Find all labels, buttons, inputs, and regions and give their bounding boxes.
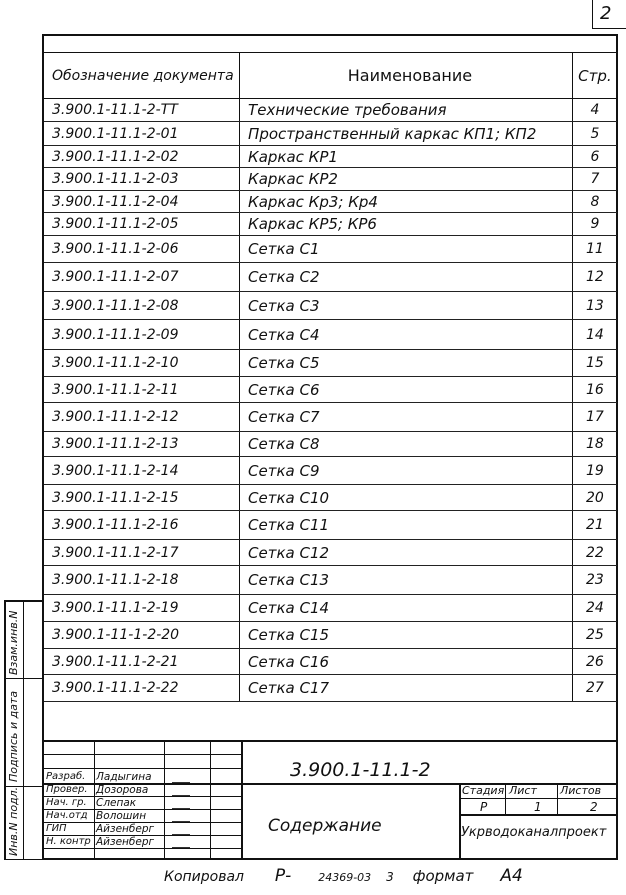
- side-replacement: Взам.инв.N: [7, 610, 20, 675]
- row-page: 17: [572, 403, 617, 432]
- row-page: 7: [572, 168, 617, 191]
- side-stamp: [4, 600, 42, 860]
- row-designation: 3.900.1-11.1-2-01: [44, 122, 240, 146]
- row-page: 21: [572, 511, 617, 540]
- row-name: Сетка С17: [240, 675, 573, 702]
- row-name: Каркас Кр3; Кр4: [240, 191, 573, 213]
- table-row: [44, 99, 617, 122]
- table-row: [44, 595, 617, 622]
- table-row: [44, 213, 617, 236]
- row-designation: 3.900.1-11.1-2-15: [44, 485, 240, 511]
- stage-value: Р: [480, 800, 488, 814]
- sheets-label: Листов: [560, 784, 602, 797]
- stage-label: Стадия: [462, 784, 505, 797]
- table-row: [44, 432, 617, 457]
- table-row: [44, 511, 617, 540]
- signature-mark: [172, 824, 190, 835]
- row-designation: 3.900.1-11.1-2-17: [44, 540, 240, 566]
- table-row: [44, 566, 617, 595]
- table-row: [44, 146, 617, 168]
- person-role: Н. контр: [46, 836, 91, 847]
- row-name: Сетка С13: [240, 566, 573, 595]
- row-name: Сетка С6: [240, 377, 573, 403]
- row-name: Каркас КР1: [240, 146, 573, 168]
- row-designation: 3.900.1-11-1-2-20: [44, 622, 240, 649]
- footer-format: А4: [500, 866, 523, 886]
- table-row: [44, 263, 617, 292]
- footer-order: 24369-03: [318, 871, 372, 884]
- sheet-label: Лист: [509, 784, 537, 797]
- row-page: 11: [572, 236, 617, 263]
- row-page: 9: [572, 213, 617, 236]
- table-row: [44, 191, 617, 213]
- row-designation: 3.900.1-11.1-2-13: [44, 432, 240, 457]
- footer-copied-signature: Р-: [274, 866, 292, 886]
- row-page: 23: [572, 566, 617, 595]
- table-header: [44, 53, 617, 99]
- table-row: [44, 377, 617, 403]
- row-page: 24: [572, 595, 617, 622]
- signature-mark: [172, 837, 190, 848]
- row-name: Сетка С2: [240, 263, 573, 292]
- row-name: Технические требования: [240, 99, 573, 122]
- table-row: [44, 649, 617, 675]
- row-name: Сетка С3: [240, 292, 573, 320]
- row-name: Каркас КР5; КР6: [240, 213, 573, 236]
- row-designation: 3.900.1-11.1-2-03: [44, 168, 240, 191]
- row-name: Сетка С15: [240, 622, 573, 649]
- row-designation: 3.900.1-11.1-2-09: [44, 320, 240, 350]
- row-name: Сетка С1: [240, 236, 573, 263]
- header-page: Стр.: [572, 53, 617, 99]
- row-name: Сетка С4: [240, 320, 573, 350]
- footer-sheet-no: 3: [386, 870, 394, 884]
- row-name: Сетка С11: [240, 511, 573, 540]
- row-page: 5: [572, 122, 617, 146]
- row-page: 20: [572, 485, 617, 511]
- signature-mark: [172, 798, 190, 809]
- table-row: [44, 622, 617, 649]
- person-name: Волошин: [96, 810, 147, 822]
- row-designation: 3.900.1-11.1-2-21: [44, 649, 240, 675]
- table-row: [44, 122, 617, 146]
- row-designation: 3.900.1-11.1-2-12: [44, 403, 240, 432]
- document-code: 3.900.1-11.1-2: [290, 759, 431, 781]
- organization: Укрводоканалпроект: [461, 825, 607, 840]
- row-name: Сетка С12: [240, 540, 573, 566]
- row-designation: 3.900.1-11.1-2-06: [44, 236, 240, 263]
- side-signature-date: Подпись и дата: [7, 690, 20, 782]
- row-page: 8: [572, 191, 617, 213]
- footer-line: [164, 866, 523, 886]
- row-page: 19: [572, 457, 617, 485]
- table-row: [44, 675, 617, 702]
- person-name: Айзенберг: [96, 836, 155, 848]
- row-name: Сетка С16: [240, 649, 573, 675]
- row-name: Сетка С8: [240, 432, 573, 457]
- footer-format-label: формат: [412, 867, 474, 885]
- footer-copied: Копировал: [164, 869, 244, 885]
- row-name: Сетка С10: [240, 485, 573, 511]
- row-designation: 3.900.1-11.1-2-14: [44, 457, 240, 485]
- row-name: Сетка С5: [240, 350, 573, 377]
- row-page: 6: [572, 146, 617, 168]
- row-page: 12: [572, 263, 617, 292]
- table-row: [44, 485, 617, 511]
- table-row: [44, 540, 617, 566]
- contents-table: [44, 52, 617, 702]
- table-row: [44, 168, 617, 191]
- sheet-value: 1: [534, 800, 542, 814]
- person-role: Нач.отд: [46, 810, 88, 821]
- row-page: 22: [572, 540, 617, 566]
- side-inv-no: Инв.N подл.: [7, 786, 20, 856]
- row-page: 18: [572, 432, 617, 457]
- row-page: 13: [572, 292, 617, 320]
- signature-mark: [172, 785, 190, 796]
- document-title: Содержание: [268, 816, 382, 836]
- sheets-value: 2: [590, 800, 598, 814]
- row-name: Сетка С7: [240, 403, 573, 432]
- row-page: 4: [572, 99, 617, 122]
- person-name: Айзенберг: [96, 823, 155, 835]
- row-designation: 3.900.1-11.1-2-08: [44, 292, 240, 320]
- row-designation: 3.900.1-11.1-2-18: [44, 566, 240, 595]
- person-role: Провер.: [46, 784, 88, 795]
- row-designation: 3.900.1-11.1-2-07: [44, 263, 240, 292]
- row-designation: 3.900.1-11.1-2-10: [44, 350, 240, 377]
- row-designation: 3.900.1-11.1-2-19: [44, 595, 240, 622]
- person-role: Нач. гр.: [46, 797, 87, 808]
- table-row: [44, 292, 617, 320]
- row-page: 16: [572, 377, 617, 403]
- row-designation: 3.900.1-11.1-2-11: [44, 377, 240, 403]
- row-name: Сетка С14: [240, 595, 573, 622]
- table-row: [44, 320, 617, 350]
- person-name: Дозорова: [96, 784, 149, 796]
- row-designation: 3.900.1-11.1-2-05: [44, 213, 240, 236]
- header-designation: Обозначение документа: [44, 53, 240, 99]
- table-body: [44, 99, 617, 702]
- person-name: Ладыгина: [96, 771, 152, 783]
- signature-mark: [172, 772, 190, 783]
- row-designation: 3.900.1-11.1-2-ТТ: [44, 99, 240, 122]
- row-name: Каркас КР2: [240, 168, 573, 191]
- table-row: [44, 403, 617, 432]
- person-name: Слепак: [96, 797, 137, 809]
- row-page: 25: [572, 622, 617, 649]
- person-role: ГИП: [46, 823, 67, 834]
- row-designation: 3.900.1-11.1-2-02: [44, 146, 240, 168]
- table-row: [44, 457, 617, 485]
- row-page: 15: [572, 350, 617, 377]
- row-designation: 3.900.1-11.1-2-04: [44, 191, 240, 213]
- row-designation: 3.900.1-11.1-2-16: [44, 511, 240, 540]
- table-row: [44, 350, 617, 377]
- row-name: Пространственный каркас КП1; КП2: [240, 122, 573, 146]
- row-page: 14: [572, 320, 617, 350]
- person-role: Разраб.: [46, 771, 86, 782]
- page-number: 2: [600, 3, 612, 24]
- row-page: 27: [572, 675, 617, 702]
- row-name: Сетка С9: [240, 457, 573, 485]
- table-row: [44, 236, 617, 263]
- signature-mark: [172, 811, 190, 822]
- row-designation: 3.900.1-11.1-2-22: [44, 675, 240, 702]
- header-name: Наименование: [240, 53, 573, 99]
- row-page: 26: [572, 649, 617, 675]
